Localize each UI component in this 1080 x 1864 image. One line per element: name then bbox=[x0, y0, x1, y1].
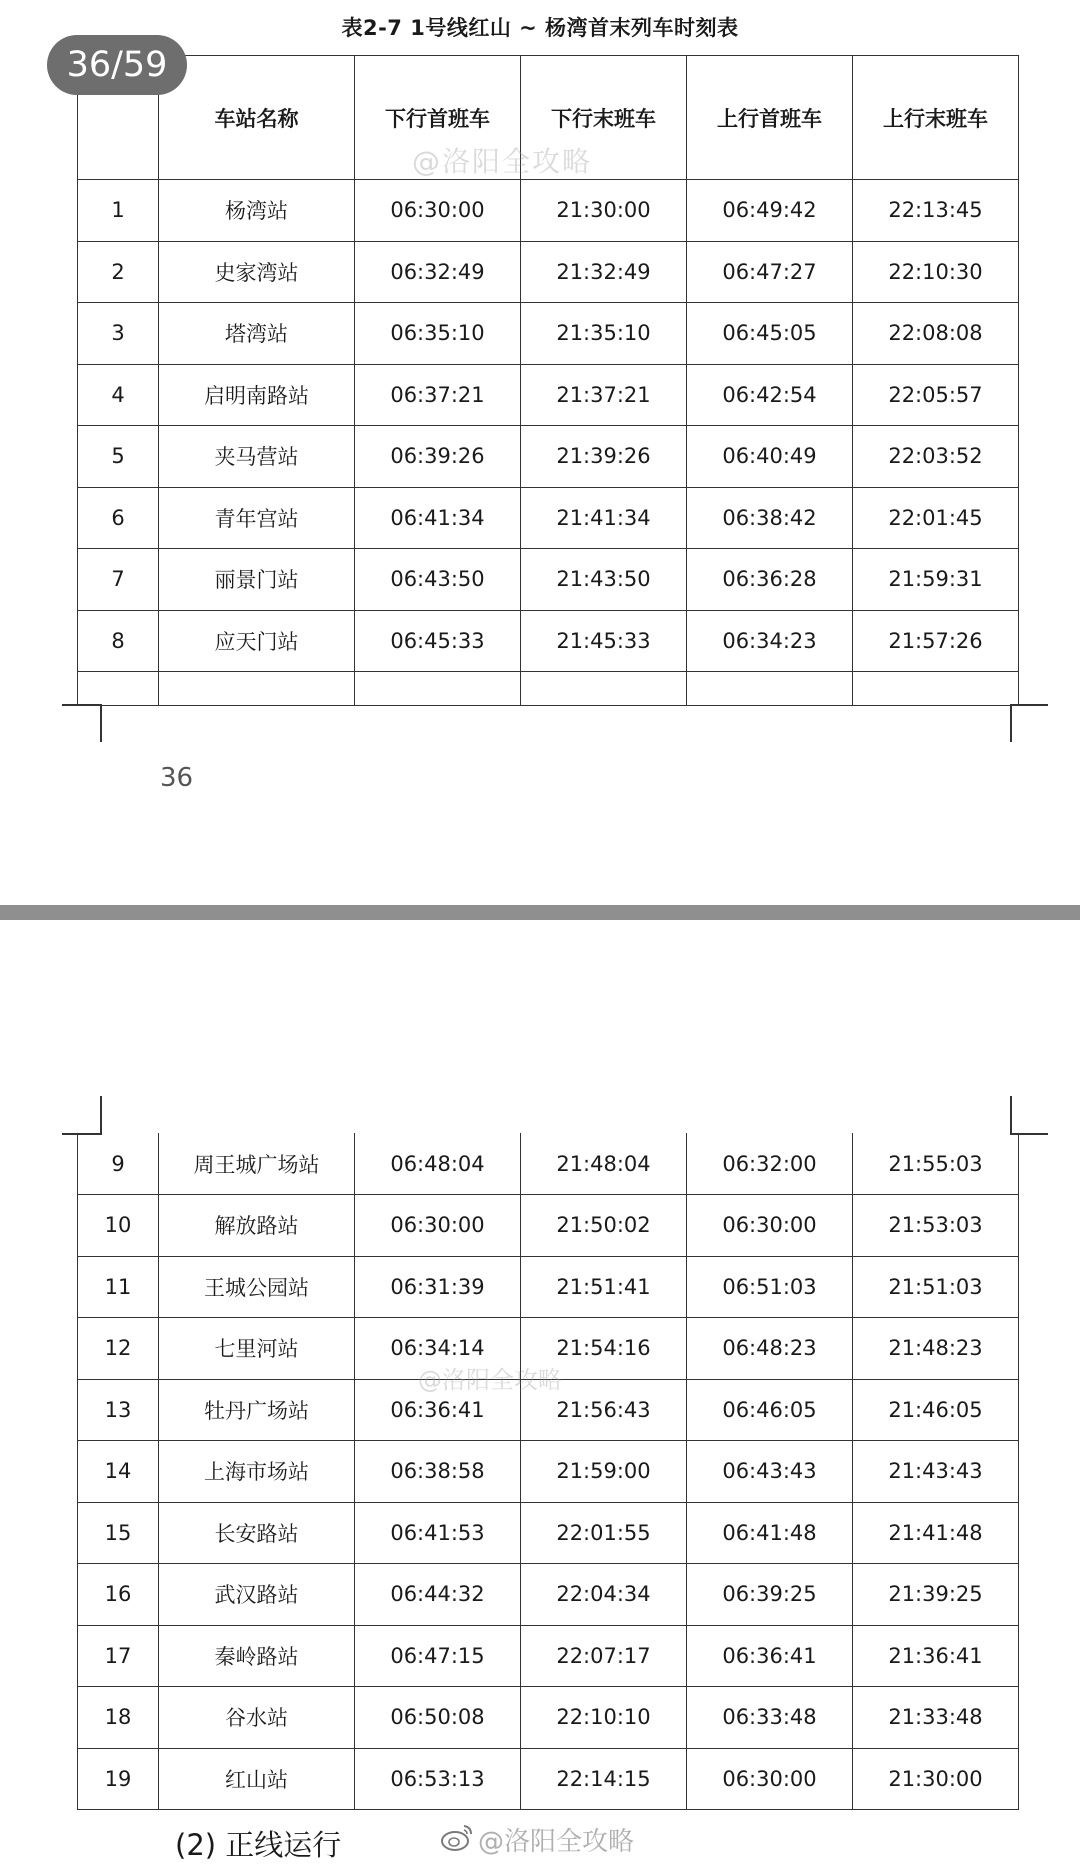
up-first-time: 06:36:28 bbox=[687, 549, 853, 611]
timetable-part-1 bbox=[77, 55, 1019, 706]
up-first-time: 06:47:27 bbox=[687, 241, 853, 303]
watermark: @洛阳全攻略 bbox=[412, 145, 593, 178]
crop-mark bbox=[1010, 1096, 1012, 1134]
row-number: 5 bbox=[78, 426, 159, 488]
table-row bbox=[78, 1133, 1019, 1195]
crop-mark bbox=[1010, 704, 1048, 706]
down-first-time: 06:30:00 bbox=[355, 1195, 521, 1257]
header-down-last: 下行末班车 bbox=[521, 56, 687, 180]
page-divider bbox=[0, 905, 1080, 920]
empty-cell bbox=[687, 672, 853, 706]
station-name: 周王城广场站 bbox=[159, 1133, 355, 1195]
table-header-row bbox=[78, 56, 1019, 180]
station-name: 史家湾站 bbox=[159, 241, 355, 303]
down-last-time: 21:56:43 bbox=[521, 1379, 687, 1441]
station-name: 七里河站 bbox=[159, 1318, 355, 1380]
down-first-time: 06:36:41 bbox=[355, 1379, 521, 1441]
station-name: 王城公园站 bbox=[159, 1256, 355, 1318]
table-row bbox=[78, 1379, 1019, 1441]
down-first-time: 06:35:10 bbox=[355, 303, 521, 365]
row-number: 14 bbox=[78, 1441, 159, 1503]
document-page-1 bbox=[0, 0, 1080, 905]
down-first-time: 06:38:58 bbox=[355, 1441, 521, 1503]
up-last-time: 21:51:03 bbox=[853, 1256, 1019, 1318]
table-row bbox=[78, 1441, 1019, 1503]
station-name: 长安路站 bbox=[159, 1502, 355, 1564]
down-first-time: 06:48:04 bbox=[355, 1133, 521, 1195]
row-number: 19 bbox=[78, 1748, 159, 1810]
row-number: 16 bbox=[78, 1564, 159, 1626]
weibo-logo-icon bbox=[440, 1822, 474, 1852]
up-first-time: 06:41:48 bbox=[687, 1502, 853, 1564]
down-first-time: 06:32:49 bbox=[355, 241, 521, 303]
station-name: 秦岭路站 bbox=[159, 1625, 355, 1687]
down-first-time: 06:43:50 bbox=[355, 549, 521, 611]
table-row bbox=[78, 1748, 1019, 1810]
crop-mark bbox=[100, 704, 102, 742]
station-name: 牡丹广场站 bbox=[159, 1379, 355, 1441]
up-first-time: 06:45:05 bbox=[687, 303, 853, 365]
down-last-time: 22:10:10 bbox=[521, 1687, 687, 1749]
up-last-time: 22:05:57 bbox=[853, 364, 1019, 426]
up-last-time: 21:46:05 bbox=[853, 1379, 1019, 1441]
up-last-time: 21:43:43 bbox=[853, 1441, 1019, 1503]
down-first-time: 06:30:00 bbox=[355, 180, 521, 242]
down-last-time: 22:14:15 bbox=[521, 1748, 687, 1810]
header-up-first: 上行首班车 bbox=[687, 56, 853, 180]
up-first-time: 06:32:00 bbox=[687, 1133, 853, 1195]
header-station: 车站名称 bbox=[159, 56, 355, 180]
up-last-time: 21:36:41 bbox=[853, 1625, 1019, 1687]
up-last-time: 21:48:23 bbox=[853, 1318, 1019, 1380]
down-last-time: 21:50:02 bbox=[521, 1195, 687, 1257]
row-number: 15 bbox=[78, 1502, 159, 1564]
table-row bbox=[78, 1625, 1019, 1687]
table-row-empty bbox=[78, 672, 1019, 706]
table-row bbox=[78, 549, 1019, 611]
up-first-time: 06:48:23 bbox=[687, 1318, 853, 1380]
table-row bbox=[78, 610, 1019, 672]
up-first-time: 06:38:42 bbox=[687, 487, 853, 549]
station-name: 武汉路站 bbox=[159, 1564, 355, 1626]
row-number: 17 bbox=[78, 1625, 159, 1687]
station-name: 塔湾站 bbox=[159, 303, 355, 365]
row-number: 7 bbox=[78, 549, 159, 611]
up-last-time: 21:59:31 bbox=[853, 549, 1019, 611]
down-last-time: 22:01:55 bbox=[521, 1502, 687, 1564]
up-first-time: 06:30:00 bbox=[687, 1748, 853, 1810]
down-first-time: 06:50:08 bbox=[355, 1687, 521, 1749]
station-name: 杨湾站 bbox=[159, 180, 355, 242]
down-first-time: 06:53:13 bbox=[355, 1748, 521, 1810]
down-first-time: 06:37:21 bbox=[355, 364, 521, 426]
station-name: 应天门站 bbox=[159, 610, 355, 672]
table-row bbox=[78, 426, 1019, 488]
down-first-time: 06:34:14 bbox=[355, 1318, 521, 1380]
station-name: 启明南路站 bbox=[159, 364, 355, 426]
down-last-time: 21:59:00 bbox=[521, 1441, 687, 1503]
empty-cell bbox=[78, 672, 159, 706]
up-last-time: 21:30:00 bbox=[853, 1748, 1019, 1810]
empty-cell bbox=[159, 672, 355, 706]
down-last-time: 21:51:41 bbox=[521, 1256, 687, 1318]
empty-cell bbox=[355, 672, 521, 706]
row-number: 4 bbox=[78, 364, 159, 426]
up-last-time: 22:10:30 bbox=[853, 241, 1019, 303]
section-heading: (2) 正线运行 bbox=[175, 1828, 342, 1862]
station-name: 夹马营站 bbox=[159, 426, 355, 488]
down-first-time: 06:39:26 bbox=[355, 426, 521, 488]
station-name: 丽景门站 bbox=[159, 549, 355, 611]
up-last-time: 21:39:25 bbox=[853, 1564, 1019, 1626]
down-last-time: 21:43:50 bbox=[521, 549, 687, 611]
up-first-time: 06:40:49 bbox=[687, 426, 853, 488]
down-last-time: 21:41:34 bbox=[521, 487, 687, 549]
down-first-time: 06:44:32 bbox=[355, 1564, 521, 1626]
table-title: 表2-7 1号线红山 ~ 杨湾首末列车时刻表 bbox=[341, 16, 739, 40]
up-last-time: 22:08:08 bbox=[853, 303, 1019, 365]
table-row bbox=[78, 1256, 1019, 1318]
station-name: 上海市场站 bbox=[159, 1441, 355, 1503]
page-number: 36 bbox=[160, 763, 194, 793]
down-last-time: 21:32:49 bbox=[521, 241, 687, 303]
footer-watermark: @洛阳全攻略 bbox=[478, 1827, 635, 1857]
station-name: 红山站 bbox=[159, 1748, 355, 1810]
down-first-time: 06:41:34 bbox=[355, 487, 521, 549]
down-last-time: 21:39:26 bbox=[521, 426, 687, 488]
row-number: 18 bbox=[78, 1687, 159, 1749]
row-number: 12 bbox=[78, 1318, 159, 1380]
table-row bbox=[78, 180, 1019, 242]
crop-mark bbox=[62, 704, 102, 706]
up-last-time: 21:41:48 bbox=[853, 1502, 1019, 1564]
header-up-last: 上行末班车 bbox=[853, 56, 1019, 180]
table-row bbox=[78, 1195, 1019, 1257]
down-last-time: 21:48:04 bbox=[521, 1133, 687, 1195]
up-last-time: 22:03:52 bbox=[853, 426, 1019, 488]
down-last-time: 21:30:00 bbox=[521, 180, 687, 242]
down-last-time: 22:04:34 bbox=[521, 1564, 687, 1626]
row-number: 10 bbox=[78, 1195, 159, 1257]
empty-cell bbox=[853, 672, 1019, 706]
row-number: 13 bbox=[78, 1379, 159, 1441]
header-down-first: 下行首班车 bbox=[355, 56, 521, 180]
row-number: 9 bbox=[78, 1133, 159, 1195]
row-number: 1 bbox=[78, 180, 159, 242]
row-number: 6 bbox=[78, 487, 159, 549]
up-last-time: 21:53:03 bbox=[853, 1195, 1019, 1257]
up-first-time: 06:51:03 bbox=[687, 1256, 853, 1318]
up-first-time: 06:39:25 bbox=[687, 1564, 853, 1626]
up-last-time: 21:33:48 bbox=[853, 1687, 1019, 1749]
table-row bbox=[78, 364, 1019, 426]
station-name: 青年宫站 bbox=[159, 487, 355, 549]
down-last-time: 21:54:16 bbox=[521, 1318, 687, 1380]
crop-mark bbox=[1010, 704, 1012, 742]
row-number: 3 bbox=[78, 303, 159, 365]
page-indicator-badge: 36/59 bbox=[47, 35, 187, 95]
down-last-time: 21:35:10 bbox=[521, 303, 687, 365]
down-last-time: 21:37:21 bbox=[521, 364, 687, 426]
up-first-time: 06:33:48 bbox=[687, 1687, 853, 1749]
up-first-time: 06:43:43 bbox=[687, 1441, 853, 1503]
down-last-time: 22:07:17 bbox=[521, 1625, 687, 1687]
table-row bbox=[78, 1502, 1019, 1564]
table-row bbox=[78, 303, 1019, 365]
down-first-time: 06:47:15 bbox=[355, 1625, 521, 1687]
up-first-time: 06:46:05 bbox=[687, 1379, 853, 1441]
up-first-time: 06:34:23 bbox=[687, 610, 853, 672]
table-row bbox=[78, 241, 1019, 303]
watermark: @洛阳全攻略 bbox=[418, 1366, 562, 1394]
empty-cell bbox=[521, 672, 687, 706]
up-first-time: 06:49:42 bbox=[687, 180, 853, 242]
row-number: 11 bbox=[78, 1256, 159, 1318]
up-first-time: 06:42:54 bbox=[687, 364, 853, 426]
row-number: 2 bbox=[78, 241, 159, 303]
row-number: 8 bbox=[78, 610, 159, 672]
down-first-time: 06:41:53 bbox=[355, 1502, 521, 1564]
table-row bbox=[78, 1318, 1019, 1380]
timetable-part-2 bbox=[77, 1133, 1019, 1810]
up-first-time: 06:36:41 bbox=[687, 1625, 853, 1687]
down-first-time: 06:31:39 bbox=[355, 1256, 521, 1318]
up-last-time: 21:57:26 bbox=[853, 610, 1019, 672]
up-last-time: 22:13:45 bbox=[853, 180, 1019, 242]
table-row bbox=[78, 487, 1019, 549]
station-name: 解放路站 bbox=[159, 1195, 355, 1257]
down-first-time: 06:45:33 bbox=[355, 610, 521, 672]
up-last-time: 22:01:45 bbox=[853, 487, 1019, 549]
down-last-time: 21:45:33 bbox=[521, 610, 687, 672]
up-last-time: 21:55:03 bbox=[853, 1133, 1019, 1195]
station-name: 谷水站 bbox=[159, 1687, 355, 1749]
table-row bbox=[78, 1564, 1019, 1626]
table-row bbox=[78, 1687, 1019, 1749]
up-first-time: 06:30:00 bbox=[687, 1195, 853, 1257]
crop-mark bbox=[100, 1096, 102, 1134]
